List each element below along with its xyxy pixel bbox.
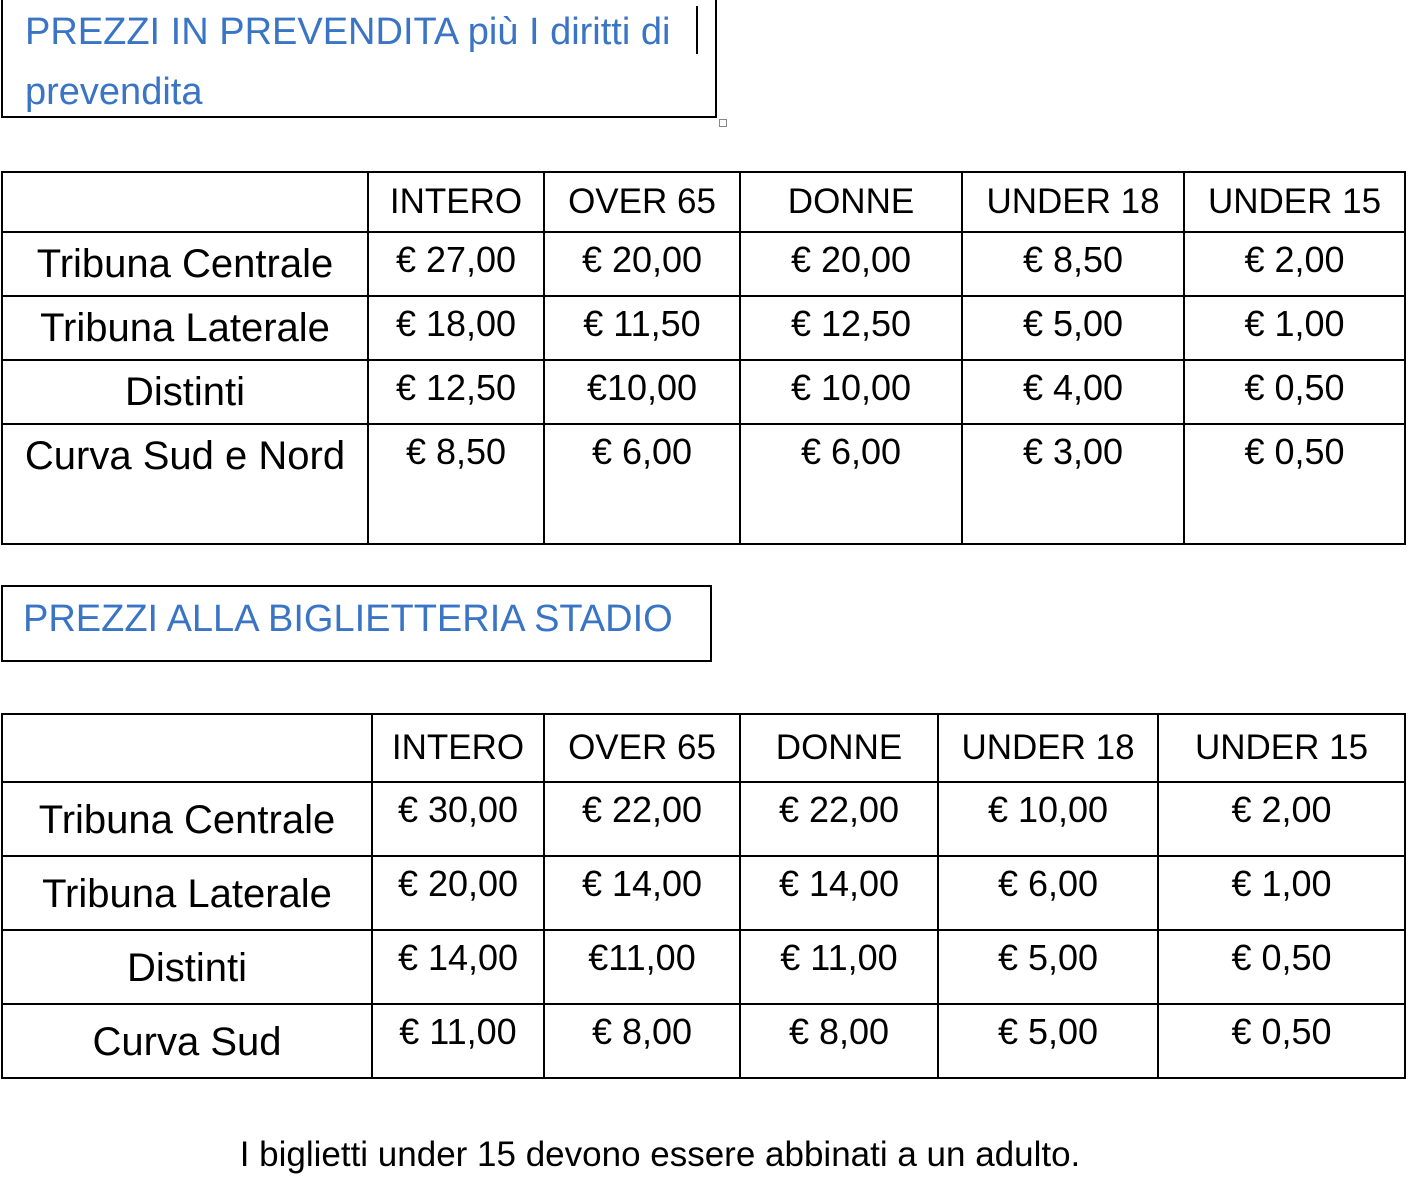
price-cell: € 0,50 (1184, 360, 1405, 424)
price-cell: € 20,00 (740, 232, 962, 296)
presale-title-box[interactable] (1, 0, 717, 118)
price-cell: € 10,00 (740, 360, 962, 424)
table-row (2, 856, 1405, 930)
header-empty-cell (2, 714, 372, 782)
column-header: DONNE (740, 172, 962, 232)
price-cell: € 12,50 (740, 296, 962, 360)
row-label: Curva Sud e Nord (2, 424, 368, 544)
price-cell: € 18,00 (368, 296, 544, 360)
table-row (2, 360, 1405, 424)
column-header: OVER 65 (544, 172, 740, 232)
text-cursor (696, 6, 698, 54)
price-cell: € 11,00 (740, 930, 938, 1004)
price-cell: € 22,00 (544, 782, 740, 856)
price-cell: € 0,50 (1158, 930, 1405, 1004)
price-cell: € 10,00 (938, 782, 1158, 856)
stadium-price-table (1, 713, 1406, 1079)
column-header: UNDER 18 (938, 714, 1158, 782)
price-cell: € 5,00 (962, 296, 1184, 360)
row-label: Tribuna Laterale (2, 856, 372, 930)
price-cell: € 30,00 (372, 782, 544, 856)
column-header: OVER 65 (544, 714, 740, 782)
table-row (2, 424, 1405, 544)
stadium-title-box[interactable] (1, 585, 712, 662)
price-cell: € 11,00 (372, 1004, 544, 1078)
table-row (2, 782, 1405, 856)
column-header: DONNE (740, 714, 938, 782)
price-cell: € 1,00 (1158, 856, 1405, 930)
column-header: INTERO (368, 172, 544, 232)
price-cell: € 27,00 (368, 232, 544, 296)
presale-title: PREZZI IN PREVENDITA più I diritti di prevendita (25, 11, 671, 113)
price-cell: €10,00 (544, 360, 740, 424)
price-cell: € 8,50 (368, 424, 544, 544)
row-label: Curva Sud (2, 1004, 372, 1078)
price-cell: € 6,00 (740, 424, 962, 544)
price-cell: € 3,00 (962, 424, 1184, 544)
column-header: INTERO (372, 714, 544, 782)
table-row (2, 930, 1405, 1004)
price-cell: € 1,00 (1184, 296, 1405, 360)
price-cell: € 6,00 (938, 856, 1158, 930)
row-label: Tribuna Laterale (2, 296, 368, 360)
price-cell: € 2,00 (1158, 782, 1405, 856)
table-row (2, 1004, 1405, 1078)
table-row (2, 232, 1405, 296)
price-cell: € 5,00 (938, 930, 1158, 1004)
header-empty-cell (2, 172, 368, 232)
row-label: Tribuna Centrale (2, 232, 368, 296)
price-cell: € 12,50 (368, 360, 544, 424)
table-row (2, 296, 1405, 360)
price-cell: € 4,00 (962, 360, 1184, 424)
price-cell: € 5,00 (938, 1004, 1158, 1078)
row-label: Distinti (2, 930, 372, 1004)
stadium-title: PREZZI ALLA BIGLIETTERIA STADIO (23, 598, 673, 640)
price-cell: € 11,50 (544, 296, 740, 360)
price-cell: € 8,50 (962, 232, 1184, 296)
price-cell: €11,00 (544, 930, 740, 1004)
price-cell: € 0,50 (1158, 1004, 1405, 1078)
table-header-row (2, 172, 1405, 232)
row-label: Tribuna Centrale (2, 782, 372, 856)
price-cell: € 8,00 (740, 1004, 938, 1078)
price-cell: € 20,00 (544, 232, 740, 296)
price-cell: € 6,00 (544, 424, 740, 544)
row-label: Distinti (2, 360, 368, 424)
resize-handle[interactable] (719, 119, 727, 127)
price-cell: € 14,00 (544, 856, 740, 930)
column-header: UNDER 15 (1184, 172, 1405, 232)
price-cell: € 22,00 (740, 782, 938, 856)
price-cell: € 2,00 (1184, 232, 1405, 296)
price-cell: € 14,00 (740, 856, 938, 930)
column-header: UNDER 15 (1158, 714, 1405, 782)
price-cell: € 14,00 (372, 930, 544, 1004)
price-cell: € 20,00 (372, 856, 544, 930)
column-header: UNDER 18 (962, 172, 1184, 232)
table-header-row (2, 714, 1405, 782)
under15-note: I biglietti under 15 devono essere abbinati a un adulto. (239, 1135, 1081, 1174)
presale-price-table (1, 171, 1406, 545)
price-cell: € 8,00 (544, 1004, 740, 1078)
price-cell: € 0,50 (1184, 424, 1405, 544)
